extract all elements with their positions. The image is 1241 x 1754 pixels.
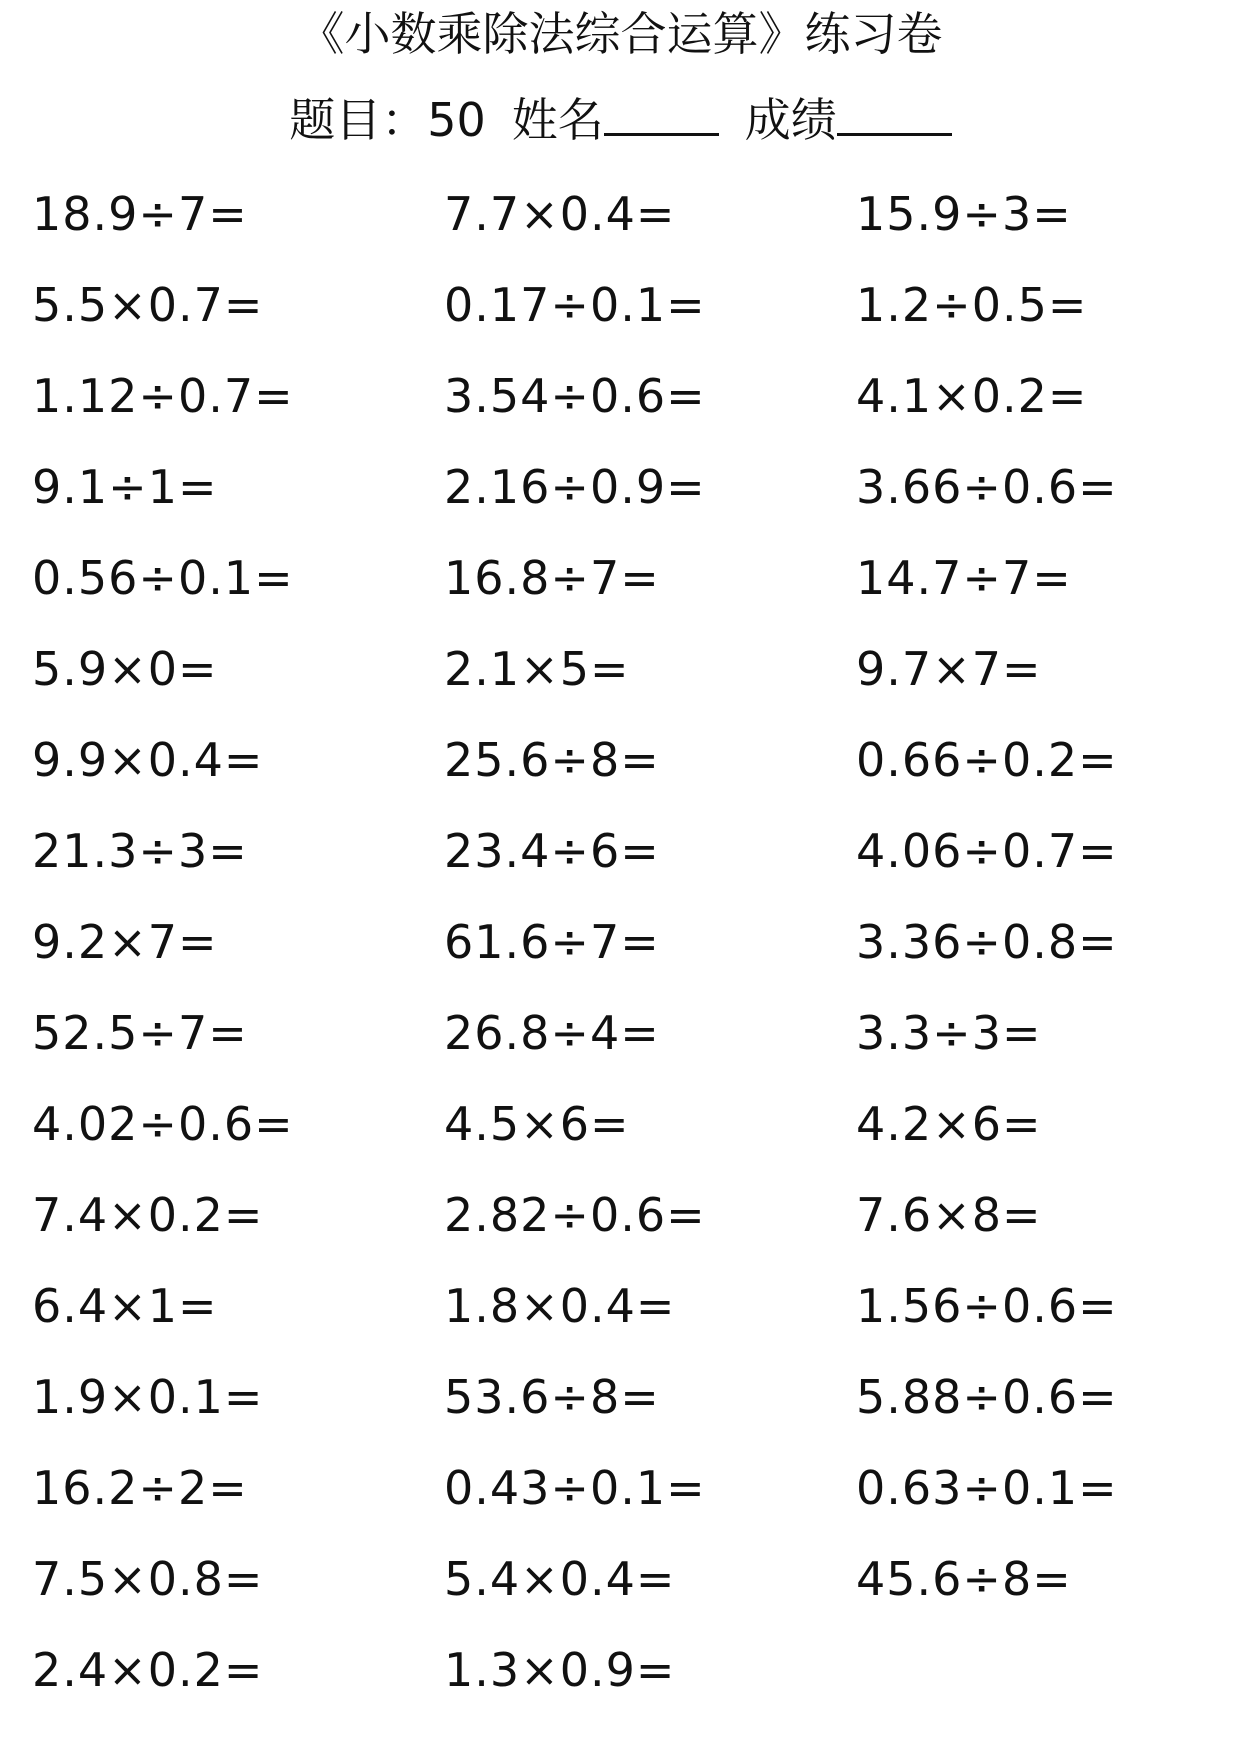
score-label: 成绩 <box>744 93 837 147</box>
problem: 7.7×0.4= <box>444 187 676 241</box>
problem: 4.5×6= <box>444 1097 630 1151</box>
problem: 9.2×7= <box>32 915 218 969</box>
name-blank[interactable] <box>604 93 719 136</box>
problem: 1.2÷0.5= <box>856 278 1088 332</box>
name-label: 姓名 <box>511 93 604 147</box>
problem: 4.1×0.2= <box>856 369 1088 423</box>
problem-row <box>32 371 1222 462</box>
problem-row <box>32 1099 1222 1190</box>
problem: 0.43÷0.1= <box>444 1461 706 1515</box>
problem-row <box>32 1645 1222 1736</box>
problem-row <box>32 644 1222 735</box>
problem: 2.1×5= <box>444 642 630 696</box>
problem: 5.88÷0.6= <box>856 1370 1118 1424</box>
problem: 16.2÷2= <box>32 1461 248 1515</box>
problem: 2.4×0.2= <box>32 1643 264 1697</box>
problem-grid <box>32 189 1222 1736</box>
problem: 9.9×0.4= <box>32 733 264 787</box>
problem-row <box>32 1554 1222 1645</box>
problem: 5.5×0.7= <box>32 278 264 332</box>
problem-row <box>32 735 1222 826</box>
problem: 53.6÷8= <box>444 1370 660 1424</box>
problem: 3.36÷0.8= <box>856 915 1118 969</box>
problem: 3.54÷0.6= <box>444 369 706 423</box>
problem: 6.4×1= <box>32 1279 218 1333</box>
problem-row <box>32 826 1222 917</box>
problem-row <box>32 462 1222 553</box>
problem: 2.16÷0.9= <box>444 460 706 514</box>
problem: 2.82÷0.6= <box>444 1188 706 1242</box>
problem: 7.5×0.8= <box>32 1552 264 1606</box>
score-blank[interactable] <box>837 93 952 136</box>
problem-row <box>32 189 1222 280</box>
problem: 7.4×0.2= <box>32 1188 264 1242</box>
count-value: 50 <box>427 93 486 147</box>
problem: 1.12÷0.7= <box>32 369 294 423</box>
problem: 9.7×7= <box>856 642 1042 696</box>
problem: 5.4×0.4= <box>444 1552 676 1606</box>
problem: 5.9×0= <box>32 642 218 696</box>
problem: 18.9÷7= <box>32 187 248 241</box>
problem: 45.6÷8= <box>856 1552 1072 1606</box>
problem: 0.66÷0.2= <box>856 733 1118 787</box>
problem-row <box>32 1463 1222 1554</box>
problem: 9.1÷1= <box>32 460 218 514</box>
problem: 61.6÷7= <box>444 915 660 969</box>
problem-row <box>32 553 1222 644</box>
worksheet-info <box>0 90 1241 150</box>
problem: 3.3÷3= <box>856 1006 1042 1060</box>
problem: 0.63÷0.1= <box>856 1461 1118 1515</box>
problem: 3.66÷0.6= <box>856 460 1118 514</box>
problem-row <box>32 917 1222 1008</box>
problem-row <box>32 280 1222 371</box>
problem: 15.9÷3= <box>856 187 1072 241</box>
problem: 52.5÷7= <box>32 1006 248 1060</box>
problem: 0.17÷0.1= <box>444 278 706 332</box>
problem-row <box>32 1190 1222 1281</box>
problem: 0.56÷0.1= <box>32 551 294 605</box>
problem: 1.3×0.9= <box>444 1643 676 1697</box>
problem: 26.8÷4= <box>444 1006 660 1060</box>
count-label: 题目： <box>289 93 428 147</box>
problem: 25.6÷8= <box>444 733 660 787</box>
problem: 1.8×0.4= <box>444 1279 676 1333</box>
problem: 16.8÷7= <box>444 551 660 605</box>
problem: 21.3÷3= <box>32 824 248 878</box>
problem: 4.06÷0.7= <box>856 824 1118 878</box>
problem: 1.9×0.1= <box>32 1370 264 1424</box>
problem: 1.56÷0.6= <box>856 1279 1118 1333</box>
problem: 4.2×6= <box>856 1097 1042 1151</box>
problem-row <box>32 1372 1222 1463</box>
problem-row <box>32 1008 1222 1099</box>
problem-row <box>32 1281 1222 1372</box>
problem: 7.6×8= <box>856 1188 1042 1242</box>
problem: 14.7÷7= <box>856 551 1072 605</box>
worksheet-title: 《小数乘除法综合运算》练习卷 <box>298 7 943 61</box>
problem: 4.02÷0.6= <box>32 1097 294 1151</box>
problem: 23.4÷6= <box>444 824 660 878</box>
